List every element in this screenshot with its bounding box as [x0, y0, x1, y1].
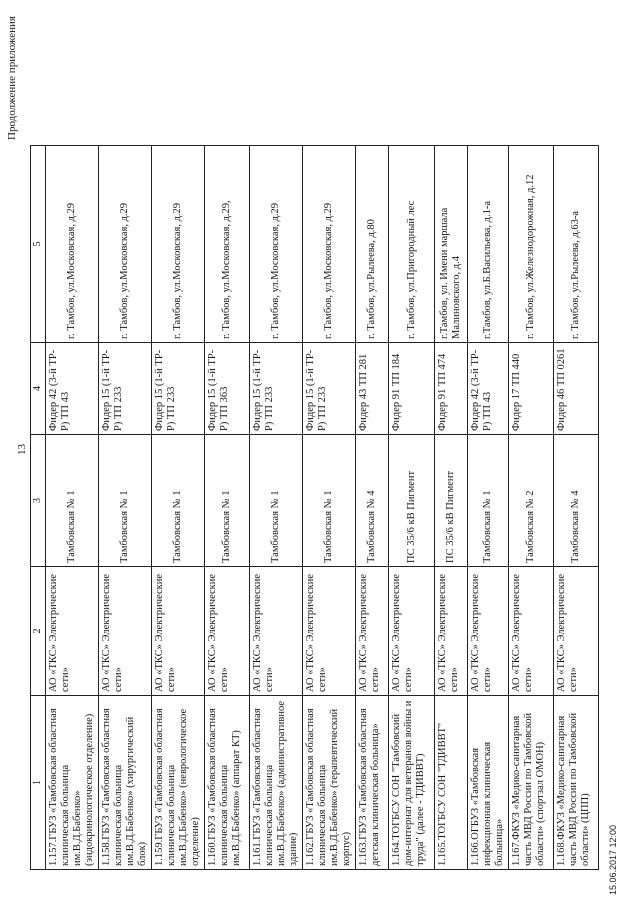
column-header-5: 5 [31, 146, 46, 343]
feeder-cell: Фидер 15 (1-й ТР-Р) ТП 233 [99, 343, 152, 435]
facility-cell: 1.164.ТОГБСУ СОН "Тамбовский дом-интернат для ветеранов войны и труда" (далее - ТДИВВТ) [389, 696, 435, 870]
substation-cell: ПС 35/6 кВ Пигмент [389, 435, 435, 567]
feeder-cell: Фидер 42 (3-й ТР-Р) ТП 43 [46, 343, 99, 435]
address-cell: г.Тамбов, ул.Б.Васильева, д.1-а [468, 146, 509, 343]
address-cell: г. Тамбов, ул.Рылеева, д.80 [356, 146, 389, 343]
facility-cell: 1.161.ГБУЗ «Тамбовская областная клиническая больница им.В.Д.Бабенко» (административное здание) [250, 696, 303, 870]
grid-company-cell: АО «ТКС» Электрические сети» [46, 567, 99, 696]
facility-cell: 1.157.ГБУЗ «Тамбовская областная клиническая больница им.В.Д.Бабенко» (эндокринологическое отделение) [46, 696, 99, 870]
facility-cell: 1.160.ГБУЗ «Тамбовская областная клиническая больница им.В.Д.Бабенко» (аппарат КТ) [205, 696, 250, 870]
grid-company-cell: АО «ТКС» Электрические сети» [250, 567, 303, 696]
substation-cell: Тамбовская № 1 [152, 435, 205, 567]
facilities-table [30, 145, 599, 870]
table-row [303, 146, 356, 870]
table-row [205, 146, 250, 870]
table-row [250, 146, 303, 870]
feeder-cell: Фидер 91 ТП 184 [389, 343, 435, 435]
table-row [554, 146, 599, 870]
address-cell: г. Тамбов, ул.Московская, д.29 [99, 146, 152, 343]
table-row [509, 146, 554, 870]
table-row [46, 146, 99, 870]
substation-cell: Тамбовская № 1 [99, 435, 152, 567]
feeder-cell: Фидер 15 (1-й ТР-Р) ТП 233 [152, 343, 205, 435]
grid-company-cell: АО «ТКС» Электрические сети» [554, 567, 599, 696]
facility-cell: 1.163.ГБУЗ «Тамбовская областная детская клиническая больница» [356, 696, 389, 870]
grid-company-cell: АО «ТКС» Электрические сети» [99, 567, 152, 696]
substation-cell: Тамбовская № 1 [46, 435, 99, 567]
substation-cell: Тамбовская № 1 [205, 435, 250, 567]
facility-cell: 1.159.ГБУЗ «Тамбовская областная клиническая больница им.В.Д.Бабенко» (неврологическое отделение) [152, 696, 205, 870]
table-row [356, 146, 389, 870]
column-header-2: 2 [31, 567, 46, 696]
grid-company-cell: АО «ТКС» Электрические сети» [356, 567, 389, 696]
page-number: 13 [16, 444, 28, 455]
feeder-cell: Фидер 91 ТП 474 [435, 343, 468, 435]
substation-cell: Тамбовская № 4 [356, 435, 389, 567]
substation-cell: Тамбовская № 1 [250, 435, 303, 567]
column-header-1: 1 [31, 696, 46, 870]
address-cell: г. Тамбов, ул.Московская, д.29 [303, 146, 356, 343]
substation-cell: Тамбовская № 2 [509, 435, 554, 567]
table-row [152, 146, 205, 870]
continuation-note: Продолжение приложения [6, 16, 18, 140]
address-cell: г.Тамбов, ул. Имени маршала Малиновского, д.4 [435, 146, 468, 343]
address-cell: г. Тамбов, ул.Московская, д.29 [46, 146, 99, 343]
substation-cell: Тамбовская № 1 [303, 435, 356, 567]
address-cell: г. Тамбов, ул.Рылеева, д.63-а [554, 146, 599, 343]
facility-cell: 1.162.ГБУЗ «Тамбовская областная клиническая больница им.В.Д.Бабенко» (терапевтический корпус) [303, 696, 356, 870]
substation-cell: Тамбовская № 4 [554, 435, 599, 567]
print-timestamp: 15.06.2017 12:00 [608, 824, 618, 895]
table-header-row [31, 146, 46, 870]
feeder-cell: Фидер 43 ТП 281 [356, 343, 389, 435]
grid-company-cell: АО «ТКС» Электрические сети» [205, 567, 250, 696]
table-row [389, 146, 435, 870]
feeder-cell: Фидер 17 ТП 440 [509, 343, 554, 435]
column-header-4: 4 [31, 343, 46, 435]
address-cell: г. Тамбов, ул.Железнодорожная, д.12 [509, 146, 554, 343]
feeder-cell: Фидер 15 (1-й ТР-Р) ТП 363 [205, 343, 250, 435]
feeder-cell: Фидер 15 (1-й ТР-Р) ТП 233 [303, 343, 356, 435]
grid-company-cell: АО «ТКС» Электрические сети» [468, 567, 509, 696]
feeder-cell: Фидер 46 ТП 0261 [554, 343, 599, 435]
substation-cell: Тамбовская № 1 [468, 435, 509, 567]
address-cell: г. Тамбов, ул.Пригородный лес [389, 146, 435, 343]
substation-cell: ПС 35/6 кВ Пигмент [435, 435, 468, 567]
address-cell: г. Тамбов, ул.Московская, д.29 [152, 146, 205, 343]
grid-company-cell: АО «ТКС» Электрические сети» [303, 567, 356, 696]
grid-company-cell: АО «ТКС» Электрические сети» [389, 567, 435, 696]
table-row [468, 146, 509, 870]
grid-company-cell: АО «ТКС» Электрические сети» [435, 567, 468, 696]
facility-cell: 1.158.ГБУЗ «Тамбовская областная клиническая больница им.В.Д.Бабенко» (хирургический блок) [99, 696, 152, 870]
address-cell: г. Тамбов, ул.Московская, д.29 [250, 146, 303, 343]
grid-company-cell: АО «ТКС» Электрические сети» [152, 567, 205, 696]
facility-cell: 1.166.ОГБУЗ «Тамбовская инфекционная клиническая больница» [468, 696, 509, 870]
facility-cell: 1.165.ТОГБСУ СОН "ТДИВВТ" [435, 696, 468, 870]
address-cell: г. Тамбов, ул.Московская, д.29, [205, 146, 250, 343]
facility-cell: 1.168.ФКУЗ «Медико-санитарная часть МВД России по Тамбовской области» (ЦПП) [554, 696, 599, 870]
feeder-cell: Фидер 15 (1-й ТР-Р) ТП 233 [250, 343, 303, 435]
grid-company-cell: АО «ТКС» Электрические сети» [509, 567, 554, 696]
column-header-3: 3 [31, 435, 46, 567]
feeder-cell: Фидер 42 (3-й ТР-Р) ТП 43 [468, 343, 509, 435]
facility-cell: 1.167.ФКУЗ «Медико-санитарная часть МВД России по Тамбовской области» (спортзал ОМОН) [509, 696, 554, 870]
table-row [435, 146, 468, 870]
table-row [99, 146, 152, 870]
